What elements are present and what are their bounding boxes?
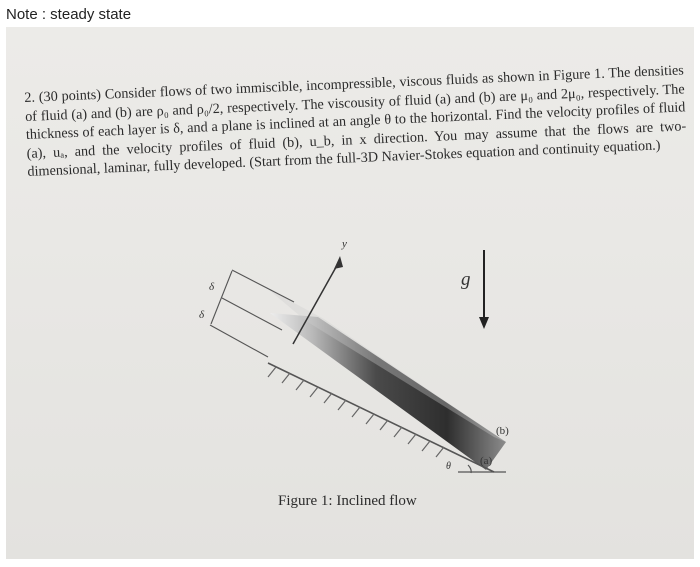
delta-label-top: δ: [209, 281, 215, 293]
y-axis-arrowhead: [334, 256, 343, 269]
y-axis-label: y: [342, 238, 347, 250]
fluid-b-label: (b): [496, 425, 509, 437]
fluid-layers: [270, 313, 506, 470]
gravity-label: g: [461, 269, 471, 290]
problem-photo: [6, 27, 694, 559]
gravity-arrowhead: [479, 317, 489, 329]
fluid-a-label: (a): [480, 455, 493, 467]
fluid-b-layer: [268, 289, 506, 442]
angle-label: θ: [446, 461, 451, 472]
problem-statement: 2. (30 points) Consider flows of two immiscible, incompressible, viscous fluids as shown in Figure 1. The densities of fluid (a) and (b) are ρ₀ and ρ₀/2, respectively. The viscousity of fluid (a) and (b) are μ₀ and 2μ₀, respectively. The thickness of each layer is δ, and a plane is inclined at an angle θ to the horizontal. Find the velocity profiles of fluid (a), uₐ, and the velocity profiles of fluid (b), u_b, in x direction. You may assume that the flows are two-dimensional, laminar, fully developed. (Start from the full-3D Navier-Stokes equation and continuity equation.): [24, 62, 687, 181]
delta-label-bottom: δ: [199, 309, 205, 321]
thickness-dimension-lines: [210, 270, 294, 357]
inclined-flow-figure: [6, 27, 694, 559]
note-text: Note : steady state: [6, 6, 132, 23]
figure-caption: Figure 1: Inclined flow: [278, 493, 417, 509]
